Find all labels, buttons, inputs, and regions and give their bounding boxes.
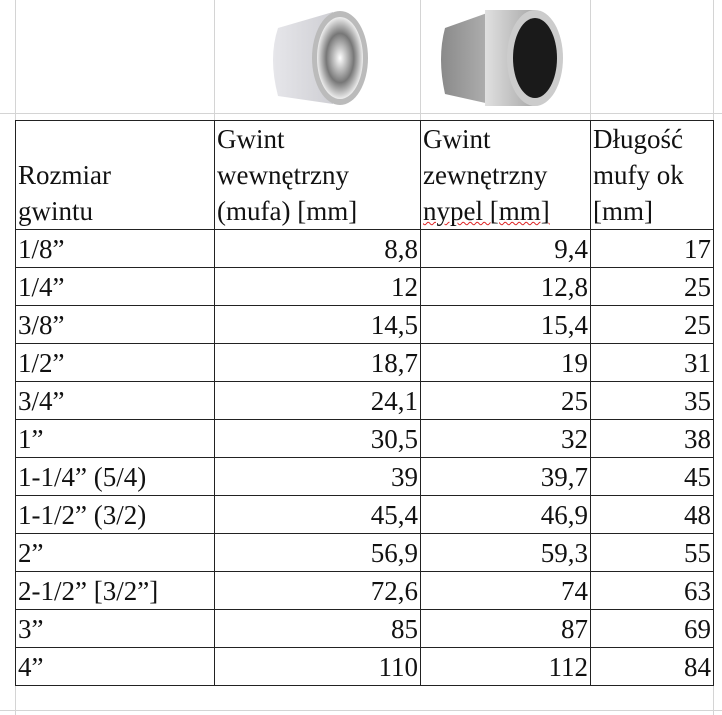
- cell-external: 112: [421, 648, 591, 686]
- gridline: [590, 0, 591, 120]
- gridline: [0, 710, 722, 711]
- cell-internal: 56,9: [215, 534, 421, 572]
- table-row: [16, 306, 714, 344]
- header-external-thread: Gwint zewnętrzny nypel [mm]: [421, 121, 591, 230]
- cell-size: 3/8”: [16, 306, 215, 344]
- cell-internal: 45,4: [215, 496, 421, 534]
- cell-length: 63: [591, 572, 714, 610]
- cell-internal: 18,7: [215, 344, 421, 382]
- mufa-image: [258, 8, 378, 108]
- cell-length: 45: [591, 458, 714, 496]
- cell-external: 25: [421, 382, 591, 420]
- gridline: [420, 0, 421, 120]
- cell-internal: 30,5: [215, 420, 421, 458]
- table-row: [16, 610, 714, 648]
- cell-internal: 72,6: [215, 572, 421, 610]
- cell-size: 2”: [16, 534, 215, 572]
- cell-size: 1/2”: [16, 344, 215, 382]
- header-internal-thread: Gwint wewnętrzny (mufa) [mm]: [215, 121, 421, 230]
- table-row: [16, 382, 714, 420]
- table-row: [16, 534, 714, 572]
- table-row: [16, 344, 714, 382]
- cell-internal: 24,1: [215, 382, 421, 420]
- cell-size: 3”: [16, 610, 215, 648]
- cell-external: 12,8: [421, 268, 591, 306]
- cell-length: 17: [591, 230, 714, 268]
- cell-length: 69: [591, 610, 714, 648]
- nypel-image: [435, 6, 570, 110]
- cell-size: 4”: [16, 648, 215, 686]
- cell-external: 9,4: [421, 230, 591, 268]
- table-row: [16, 458, 714, 496]
- cell-size: 1-1/4” (5/4): [16, 458, 215, 496]
- cell-external: 39,7: [421, 458, 591, 496]
- cell-internal: 85: [215, 610, 421, 648]
- header-socket-length: Długość mufy ok [mm]: [591, 121, 714, 230]
- cell-size: 1-1/2” (3/2): [16, 496, 215, 534]
- cell-internal: 14,5: [215, 306, 421, 344]
- cell-internal: 39: [215, 458, 421, 496]
- cell-length: 48: [591, 496, 714, 534]
- table-row: [16, 648, 714, 686]
- cell-length: 31: [591, 344, 714, 382]
- cell-size: 1/8”: [16, 230, 215, 268]
- cell-external: 15,4: [421, 306, 591, 344]
- cell-external: 19: [421, 344, 591, 382]
- table-row: [16, 420, 714, 458]
- cell-internal: 12: [215, 268, 421, 306]
- cell-external: 59,3: [421, 534, 591, 572]
- cell-internal: 8,8: [215, 230, 421, 268]
- cell-external: 87: [421, 610, 591, 648]
- header-row: [16, 121, 714, 230]
- cell-size: 3/4”: [16, 382, 215, 420]
- cell-length: 38: [591, 420, 714, 458]
- cell-size: 1/4”: [16, 268, 215, 306]
- header-thread-size: Rozmiar gwintu: [16, 121, 215, 230]
- cell-internal: 110: [215, 648, 421, 686]
- cell-length: 25: [591, 306, 714, 344]
- cell-external: 32: [421, 420, 591, 458]
- cell-length: 35: [591, 382, 714, 420]
- table-row: [16, 230, 714, 268]
- cell-external: 74: [421, 572, 591, 610]
- cell-length: 25: [591, 268, 714, 306]
- cell-size: 1”: [16, 420, 215, 458]
- cell-length: 84: [591, 648, 714, 686]
- table-row: [16, 572, 714, 610]
- cell-external: 46,9: [421, 496, 591, 534]
- gridline: [0, 113, 722, 114]
- thread-size-table: [15, 120, 714, 686]
- cell-length: 55: [591, 534, 714, 572]
- table-row: [16, 268, 714, 306]
- table-row: [16, 496, 714, 534]
- gridline: [214, 0, 215, 120]
- cell-size: 2-1/2” [3/2”]: [16, 572, 215, 610]
